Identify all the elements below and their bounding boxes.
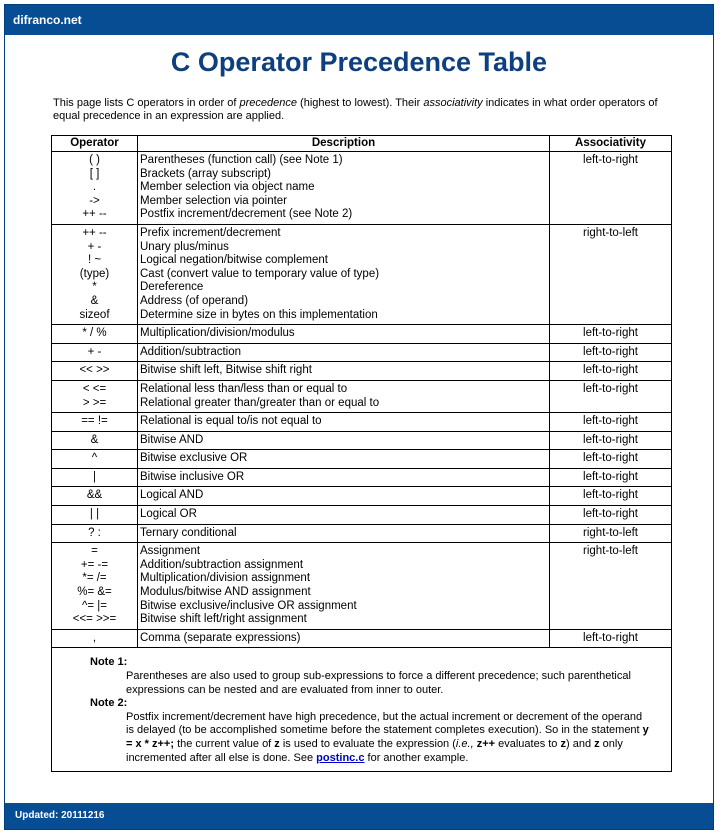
table-row [52,487,672,506]
description-cell [138,152,550,225]
description-cell [138,629,550,648]
operator-cell [52,468,138,487]
operator-cell [52,506,138,525]
description-cell [138,506,550,525]
operator-symbol: -> [89,194,100,207]
footer-bar [5,803,713,829]
description-cell [138,431,550,450]
table-row [52,506,672,525]
table-header-row [52,136,672,152]
operator-symbol: > >= [82,396,107,409]
header-associativity: Associativity [550,136,672,152]
operator-description: Brackets (array subscript) [140,167,272,180]
operator-symbol: & [90,294,99,307]
operator-symbol: << >> [79,364,110,377]
table-row [52,431,672,450]
operator-description: Parentheses (function call) (see Note 1) [140,154,343,166]
operator-cell [52,450,138,469]
associativity-cell: right-to-left [550,524,672,543]
operator-description: Bitwise inclusive OR [140,470,245,483]
postinc-link[interactable]: postinc.c [316,751,365,764]
operator-description: Addition/subtraction [140,345,242,358]
operator-description: Bitwise exclusive/inclusive OR assignment [140,599,357,612]
operator-cell [52,152,138,225]
operator-cell [52,380,138,412]
description-cell [138,343,550,362]
operator-description: Multiplication/division assignment [140,572,311,585]
table-row [52,152,672,225]
associativity-cell: left-to-right [550,152,672,225]
note2-code: z [560,737,566,750]
operator-description: Bitwise exclusive OR [140,452,248,465]
operator-symbol: ( ) [89,154,100,166]
operator-symbol: ++ -- [82,208,107,221]
precedence-table [51,135,672,772]
operator-cell [52,487,138,506]
note2-part: Postfix increment/decrement have high precedence, but the actual increment or decrement of the operand is delayed (to be accomplished sometime before the statement completes execution). So in the statement [126,710,643,737]
operator-symbol: | [93,470,96,483]
operator-description: Unary plus/minus [140,240,229,253]
notes-cell [52,648,672,772]
operator-symbol: ? : [88,526,101,539]
operator-symbol: (type) [79,267,110,280]
operator-description: Addition/subtraction assignment [140,558,304,571]
intro-emphasis: precedence [239,97,297,109]
operator-symbol: *= /= [82,572,107,585]
operator-symbol: * [92,281,97,294]
operator-symbol: ^ [91,452,98,465]
associativity-cell: left-to-right [550,325,672,344]
description-cell [138,380,550,412]
intro-emphasis: associativity [423,97,483,109]
note2-part: evaluates to [495,737,561,750]
intro-paragraph [53,97,669,123]
table-row [52,450,672,469]
note2-text [52,711,671,765]
note1-label: Note 1: [90,656,128,669]
description-cell [138,450,550,469]
updated-date: Updated: 20111216 [15,810,105,821]
operator-cell [52,224,138,324]
intro-text: This page lists C operators in order of [53,97,240,109]
associativity-cell: right-to-left [550,224,672,324]
page-title: C Operator Precedence Table [170,47,548,77]
operator-cell [52,543,138,630]
note2-part: only incremented after all else is done. See [126,737,623,764]
associativity-cell: left-to-right [550,343,672,362]
description-cell [138,224,550,324]
note1-text: Parentheses are also used to group sub-expressions to force a different precedence; such parenthetical expressions can be nested and are evaluated from inner to outer. [126,670,631,696]
description-cell [138,487,550,506]
operator-symbol: = [91,545,98,558]
operator-description: Relational less than/less than or equal to [140,382,348,395]
description-cell [138,468,550,487]
operator-description: Determine size in bytes on this implementation [140,308,378,321]
table-row [52,629,672,648]
header-description: Description [138,136,550,152]
associativity-cell: left-to-right [550,413,672,432]
table-body [52,152,672,648]
note2-part: for another example. [364,751,469,764]
operator-symbol: ++ -- [82,226,107,239]
description-cell [138,362,550,381]
table-row [52,413,672,432]
operator-description: Cast (convert value to temporary value of type) [140,267,380,280]
operator-description: Address (of operand) [140,294,249,307]
associativity-cell: left-to-right [550,487,672,506]
associativity-cell: left-to-right [550,450,672,469]
associativity-cell: left-to-right [550,362,672,381]
description-cell [138,325,550,344]
operator-symbol: && [86,489,103,502]
operator-cell [52,629,138,648]
notes-row [52,648,672,772]
note2-label: Note 2: [90,697,128,710]
note2-code: y = x * z++; [126,724,649,750]
operator-symbol: * / % [82,327,107,340]
table-row [52,343,672,362]
operator-description: Dereference [140,281,204,294]
table-row [52,543,672,630]
operator-symbol: ! ~ [87,254,102,267]
operator-cell [52,413,138,432]
operator-description: Logical AND [140,489,204,502]
description-cell [138,543,550,630]
operator-description: Member selection via pointer [140,194,288,207]
operator-description: Logical OR [140,508,197,521]
description-cell [138,524,550,543]
operator-description: Prefix increment/decrement [140,226,281,239]
associativity-cell: right-to-left [550,543,672,630]
operator-symbol: | | [89,508,100,521]
operator-description: Postfix increment/decrement (see Note 2) [140,208,353,221]
operator-cell [52,524,138,543]
operator-description: Member selection via object name [140,181,315,194]
note2-part: is used to evaluate the expression ( [279,737,456,750]
associativity-cell: left-to-right [550,506,672,525]
table-row [52,362,672,381]
operator-symbol: [ ] [89,167,100,180]
operator-description: Bitwise AND [140,433,204,446]
operator-description: Multiplication/division/modulus [140,327,295,340]
note2-part: ) and [565,737,595,750]
page-frame [4,4,714,830]
operator-symbol: %= &= [77,586,112,599]
note2-code: z [594,737,600,750]
operator-cell [52,325,138,344]
note2-code: z++ [473,737,496,750]
intro-text: (highest to lowest). Their [296,97,424,109]
operator-symbol: == != [81,415,108,428]
operator-symbol: . [92,181,97,194]
associativity-cell: left-to-right [550,431,672,450]
operator-description: Bitwise shift left/right assignment [140,613,307,626]
header-bar [5,5,713,35]
operator-description: Logical negation/bitwise complement [140,254,328,267]
operator-symbol: <<= >>= [72,613,117,626]
note2-emphasis: i.e., [455,737,474,750]
operator-cell [52,362,138,381]
operator-cell [52,343,138,362]
operator-symbol: & [90,433,99,446]
description-cell [138,413,550,432]
operator-description: Relational is equal to/is not equal to [140,415,322,428]
table-row [52,224,672,324]
intro-text: indicates in what order operators of equal precedence in an expression are applied. [53,97,658,122]
operator-description: Assignment [140,545,201,558]
note2-part: the current value of [174,737,275,750]
operator-symbol: sizeof [79,308,110,321]
operator-description: Comma (separate expressions) [140,631,301,644]
operator-symbol: , [92,631,97,644]
associativity-cell: left-to-right [550,380,672,412]
operator-description: Ternary conditional [140,526,237,539]
operator-description: Bitwise shift left, Bitwise shift right [140,364,312,377]
associativity-cell: left-to-right [550,629,672,648]
operator-cell [52,431,138,450]
operator-symbol: < <= [82,382,107,395]
operator-description: Modulus/bitwise AND assignment [140,586,311,599]
table-row [52,468,672,487]
associativity-cell: left-to-right [550,468,672,487]
table-row [52,524,672,543]
table-row [52,380,672,412]
operator-symbol: += -= [80,558,109,571]
operator-description: Relational greater than/greater than or equal to [140,396,380,409]
table-row [52,325,672,344]
note2-code: z [274,737,280,750]
site-name[interactable]: difranco.net [13,13,82,27]
operator-symbol: ^= |= [81,599,107,612]
operator-symbol: + - [87,345,102,358]
header-operator: Operator [52,136,138,152]
operator-symbol: + - [87,240,102,253]
